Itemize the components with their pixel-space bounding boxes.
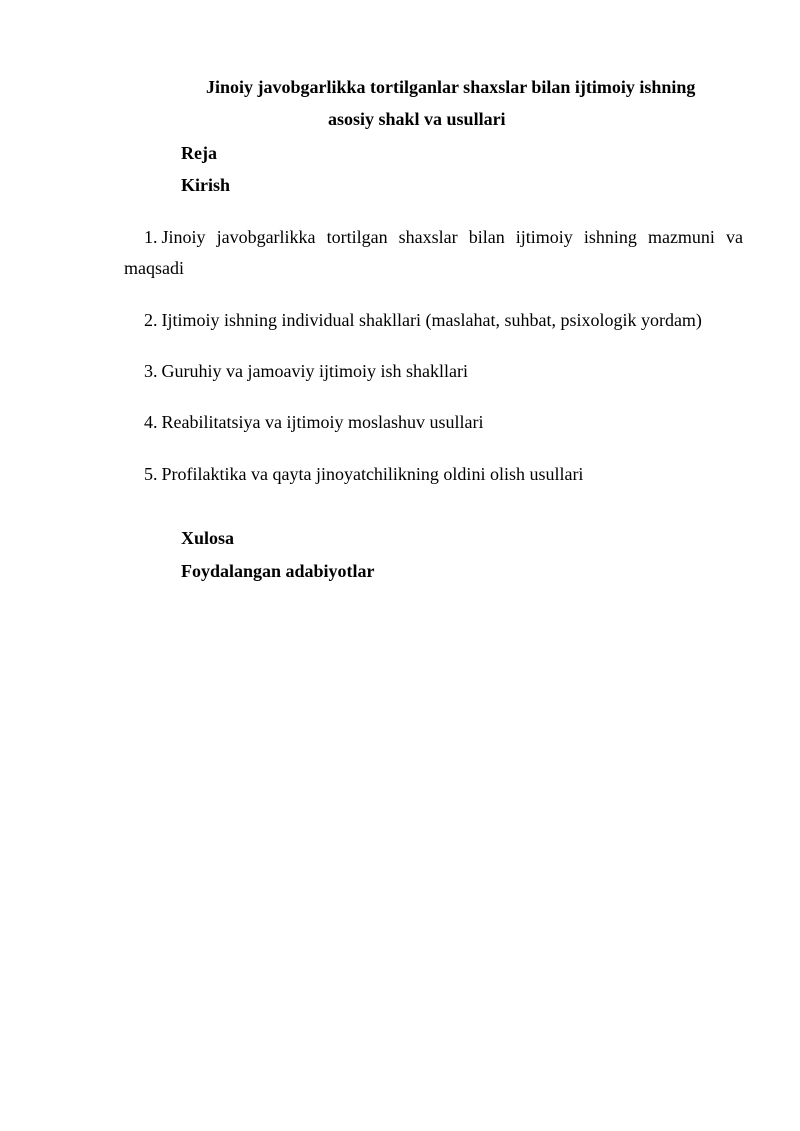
plan-item-1-number: 1. <box>144 227 158 247</box>
plan-item-5-number: 5. <box>144 464 158 484</box>
plan-item-3 <box>144 360 468 382</box>
plan-heading: Reja <box>181 143 217 163</box>
plan-item-1-line-1 <box>124 226 743 248</box>
plan-item-1-text: Jinoiy javobgarlikka tortilgan shaxslar bilan ijtimoiy ishning mazmuni va <box>161 227 743 247</box>
plan-item-2-number: 2. <box>144 310 158 330</box>
document-title-line-1: Jinoiy javobgarlikka tortilganlar shaxslar bilan ijtimoiy ishning <box>206 77 696 97</box>
plan-item-3-text: Guruhiy va jamoaviy ijtimoiy ish shakllari <box>161 361 468 381</box>
plan-item-5-text: Profilaktika va qayta jinoyatchilikning oldini olish usullari <box>161 464 584 484</box>
plan-item-1-line-2: maqsadi <box>124 258 184 278</box>
plan-item-1 <box>124 226 743 279</box>
references-heading: Foydalangan adabiyotlar <box>181 561 375 581</box>
conclusion-heading: Xulosa <box>181 528 235 548</box>
plan-item-2-text: Ijtimoiy ishning individual shakllari (maslahat, suhbat, psixologik yordam) <box>161 310 702 330</box>
plan-item-4-number: 4. <box>144 412 158 432</box>
plan-item-3-number: 3. <box>144 361 158 381</box>
plan-item-4 <box>144 411 483 433</box>
plan-item-2 <box>144 309 702 331</box>
plan-item-5 <box>144 463 583 485</box>
document-title-line-2: asosiy shakl va usullari <box>328 109 506 129</box>
intro-heading: Kirish <box>181 175 231 195</box>
plan-item-4-text: Reabilitatsiya va ijtimoiy moslashuv usullari <box>161 412 484 432</box>
